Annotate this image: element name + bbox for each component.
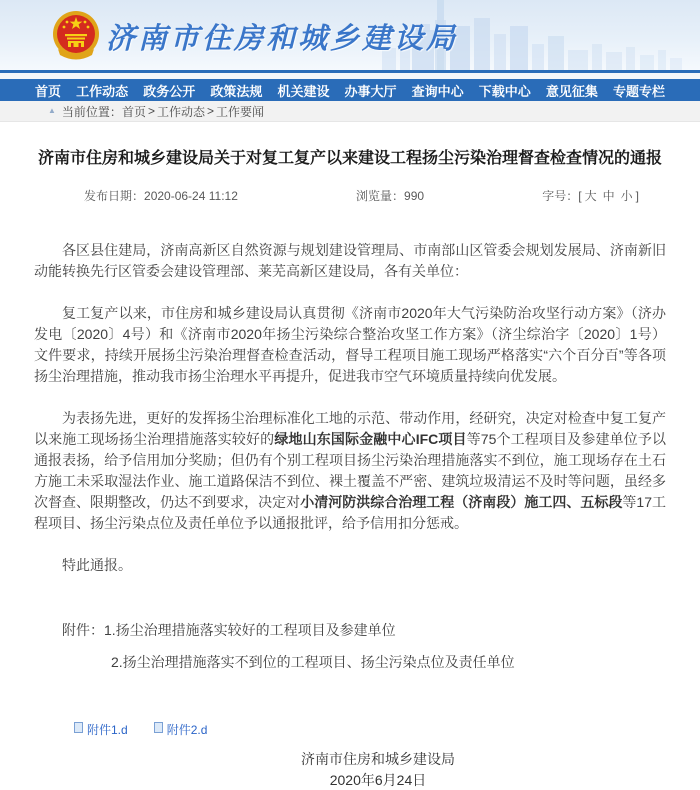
breadcrumb-label: 当前位置： <box>61 104 122 119</box>
font-size-bracket-close: ] <box>635 189 639 203</box>
signature-block <box>62 749 694 790</box>
decision-text-1: 为表扬先进，更好的发挥扬尘治理标准化工地的示范、带动作用，经研究，决定对检查中复工复产以来施工现场扬尘治理措施落实较好的 <box>34 410 666 447</box>
location-icon: ▲ <box>48 106 56 115</box>
paragraph-closing: 特此通报。 <box>62 557 132 573</box>
font-size-control <box>542 187 639 204</box>
breadcrumb-separator: > <box>206 104 214 118</box>
font-size-bracket-open: [ <box>578 189 582 203</box>
criticized-project-name: 小清河防洪综合治理工程（济南段）施工四、五标段 <box>300 494 623 510</box>
page-title: 济南市住房和城乡建设局关于对复工复产以来建设工程扬尘污染治理督查检查情况的通报 <box>37 150 662 167</box>
view-count-label: 浏览量： <box>356 189 405 203</box>
nav-item-gov-info[interactable]: 政务公开 <box>143 83 196 99</box>
font-size-small-button[interactable]: 小 <box>620 189 633 203</box>
nav-item-home[interactable]: 首页 <box>35 83 62 99</box>
publish-date-label: 发布日期： <box>84 189 145 203</box>
attachment-2-link-label: 附件2.d <box>166 723 208 737</box>
article-meta <box>34 187 666 204</box>
attachment-1-link-label: 附件1.d <box>87 723 128 737</box>
font-size-label: 字号： <box>542 189 579 203</box>
attachment-2-title: 2.扬尘治理措施落实不到位的工程项目、扬尘污染点位及责任单位 <box>111 654 515 670</box>
paragraph-decision <box>34 408 666 534</box>
article-body <box>34 240 666 576</box>
site-title: 济南市住房和城乡建设局 <box>106 21 459 55</box>
attachments-list <box>34 620 666 673</box>
breadcrumb <box>0 101 700 122</box>
nav-item-downloads[interactable]: 下载中心 <box>478 83 531 99</box>
breadcrumb-work-highlights[interactable]: 工作要闻 <box>216 104 265 119</box>
nav-item-policies[interactable]: 政策法规 <box>210 83 263 99</box>
view-count <box>356 187 424 204</box>
decision-text-2: 等75个工程项目及参建单位予以通报表扬，给予信用加分奖励；但仍有个别工程项目扬尘污染治理措施落实不到位，施工现场存在土石方施工未采取湿法作业、施工道路保洁不到位、裸土覆盖不严密、建筑垃圾清运不及时等问题，虽经多次督查、限期整改，仍达不到要求，决定对 <box>34 431 666 510</box>
attachment-file-icon <box>74 722 83 733</box>
nav-item-special-topics[interactable]: 专题专栏 <box>612 83 665 99</box>
attachment-file-icon <box>154 722 163 733</box>
article <box>0 148 700 790</box>
paragraph-background: 复工复产以来，市住房和城乡建设局认真贯彻《济南市2020年大气污染防治攻坚行动方案》（济办发电〔2020〕4号）和《济南市2020年扬尘污染综合整治攻坚工作方案》（济尘综治字〔2020〕1号）文件要求，持续开展扬尘污染治理督查检查活动，督导工程项目施工现场严格落实“六个百分百”等各项扬尘治理措施，推动我市扬尘治理水平再提升，促进我市空气环境质量持续向优发展。 <box>34 305 666 384</box>
paragraph-recipients: 各区县住建局，济南高新区自然资源与规划建设管理局、市南部山区管委会规划发展局、济南新旧动能转换先行区管委会建设管理部、莱芜高新区建设局，各有关单位： <box>34 242 666 279</box>
font-size-large-button[interactable]: 大 <box>584 189 597 203</box>
site-header <box>0 0 700 70</box>
nav-item-query-center[interactable]: 查询中心 <box>411 83 464 99</box>
main-nav <box>0 79 700 101</box>
breadcrumb-work-news[interactable]: 工作动态 <box>156 104 205 119</box>
font-size-medium-button[interactable]: 中 <box>602 189 615 203</box>
attachments-label: 附件： <box>62 622 104 638</box>
breadcrumb-home[interactable]: 首页 <box>121 104 146 119</box>
attachment-item-2 <box>34 652 666 673</box>
attachment-1-download-link[interactable] <box>74 721 128 738</box>
publish-date-value: 2020-06-24 11:12 <box>144 189 238 203</box>
signature-org: 济南市住房和城乡建设局 <box>301 751 455 767</box>
decision-text-3: 等17工程项目、扬尘污染点位及责任单位予以通报批评，给予信用扣分惩戒。 <box>34 494 667 531</box>
signature-date: 2020年6月24日 <box>329 772 427 788</box>
publish-date <box>84 187 238 204</box>
praised-project-name: 绿地山东国际金融中心IFC项目 <box>274 431 467 447</box>
nav-item-work-news[interactable]: 工作动态 <box>76 83 129 99</box>
attachment-1-title: 1.扬尘治理措施落实较好的工程项目及参建单位 <box>104 622 396 638</box>
footer-attachment-links <box>74 721 207 738</box>
nav-item-feedback[interactable]: 意见征集 <box>545 83 598 99</box>
attachment-item-1 <box>34 620 666 641</box>
nav-item-service-hall[interactable]: 办事大厅 <box>344 83 397 99</box>
view-count-value: 990 <box>404 189 425 203</box>
breadcrumb-separator: > <box>147 104 155 118</box>
attachment-2-download-link[interactable] <box>154 721 208 738</box>
national-emblem-logo <box>52 9 100 61</box>
nav-item-agency[interactable]: 机关建设 <box>277 83 330 99</box>
